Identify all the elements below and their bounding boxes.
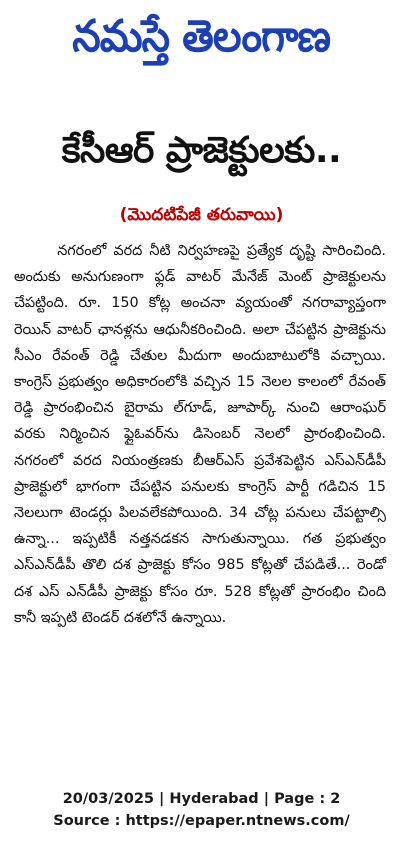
article-headline: కేసీఆర్ ప్రాజెక్టులకు.. xyxy=(61,130,342,171)
article-body: నగరంలో వరద నీటి నిర్వహణపై ప్రత్యేక దృష్టి సారించింది. అందుకు అనుగుణంగా ఫ్లడ్ వాటర్ మేనేజ్ మెంట్ ప్రాజెక్టులను చేపట్టింది. రూ. 150 కోట్ల అంచనా వ్యయంతో నగరావ్యాప్తంగా రెయిన్ వాటర్ ఛానళ్లను ఆధునీకరించింది. అలా చేపట్టిన ప్రాజెక్టును సీఎం రేవంత్ రెడ్డి చేతుల మీదుగా అందుబాటులోకి వచ్చాయి. కాంగ్రెస్ ప్రభుత్వం అధికారంలోకి వచ్చిన 15 నెలల కాలంలో రేవంత్ రెడ్డి ప్రారంభించిన బైరామ ల్‌గూడ్, జూపార్క్ నుంచి ఆరాంఘర్ వరకు నిర్మించిన ఫ్లైఓవర్‌ను డిసెంబర్ నెలలో ప్రారంభించింది. నగరంలో వరద నియంత్రణకు బీఆర్ఎస్ ప్రవేశపెట్టిన ఎస్ఎన్‌డీపీ ప్రాజెక్టులో భాగంగా చేపట్టిన పనులకు కాంగ్రెస్ పార్టీ గడిచిన 15 నెలలుగా టెండర్లు పిలవలేకపోయింది. 34 చోట్ల పనులు చేపట్టాల్సి ఉన్నా... ఇప్పటికీ నత్తనడకన సాగుతున్నాయి. గత ప్రభుత్వం ఎస్ఎన్‌డీపీ తొలి దశ ప్రాజెక్టు కోసం 985 కోట్లతో చేపడితే... రెండో దశ ఎస్ ఎన్‌డీపీ ప్రాజెక్టు కోసం రూ. 528 కోట్లతో ప్రారంభిం చింది కానీ ఇప్పటి టెండర్ దశలోనే ఉన్నాయి. xyxy=(14,243,386,626)
source-link[interactable]: Source : https://epaper.ntnews.com/ xyxy=(53,813,350,829)
page-footer xyxy=(0,788,403,832)
masthead-title: నమస్తే తెలంగాణ xyxy=(72,11,331,62)
continued-label: (మొదటిపేజీ తరువాయి) xyxy=(119,205,284,225)
newspaper-masthead xyxy=(0,0,403,84)
edition-info: 20/03/2025 | Hyderabad | Page : 2 xyxy=(62,791,341,807)
